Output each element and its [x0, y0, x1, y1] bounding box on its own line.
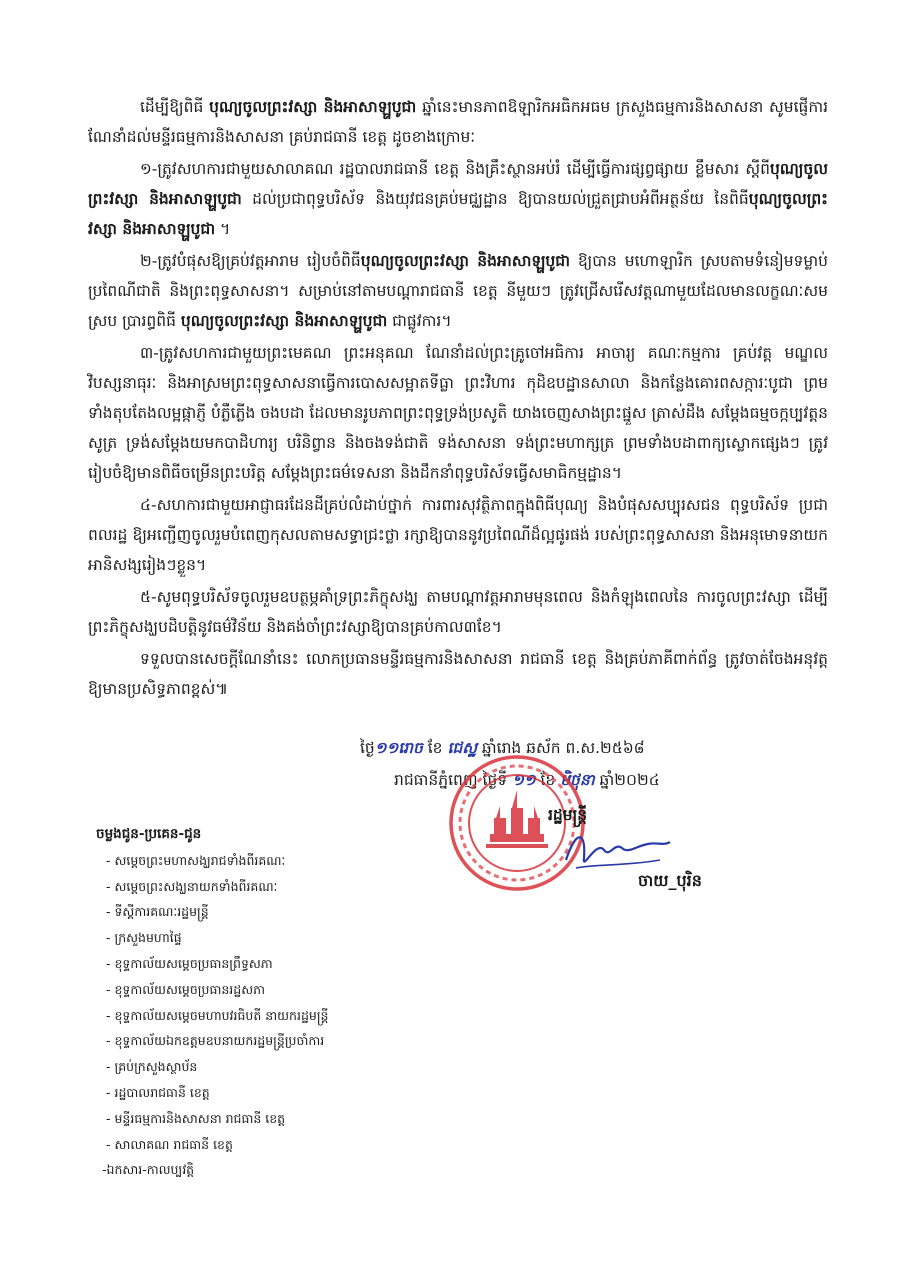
- list-item: - រដ្ឋបាលរាជធានី ខេត្ត: [106, 1084, 210, 1100]
- text: ។: [215, 220, 231, 238]
- signer-title: រដ្ឋមន្ត្រី: [548, 806, 588, 824]
- text: ឱ្យបាន មហោឡារិក ស្របតាមទំនៀមទម្លាប់ ប្រពៃណីជាតិ និងព្រះពុទ្ធសាសនា។ សម្រាប់នៅតាមបណ្តារាជធានី ខេត្ត នីមួយៗ ត្រូវជ្រើសរើសវត្តណាមួយដែលមានលក្ខណៈសមស្រប ប្រារព្ធពិធី: [88, 252, 828, 330]
- copy-to-title: ចម្លងជូន-ប្រគេន-ជូន: [96, 826, 202, 842]
- text: ខែ: [422, 739, 448, 757]
- signer-name: ចាយ_បុរិន: [638, 871, 702, 890]
- list-item: - ទីស្តីការគណៈរដ្ឋមន្ត្រី: [106, 904, 209, 920]
- paragraph-5: ៥-សូមពុទ្ធបរិស័ទចូលរួមឧបត្ថម្ភគាំទ្រព្រះភិក្ខុសង្ឃ តាមបណ្តាវត្តអារាមមុនពេល និងកំឡុងពេលនៃ ការចូលព្រះវស្សា ដើម្បីព្រះភិក្ខុសង្ឃបដិបត្តិនូវធម៌វិន័យ និងគង់ចាំព្រះវស្សាឱ្យបានគ្រប់កាល៣ខែ។: [88, 588, 828, 636]
- text: ២-ត្រូវបំផុសឱ្យគ្រប់វត្តអារាម រៀបចំពិធី: [140, 252, 361, 270]
- list-item-archive: -ឯកសារ-កាលប្បវត្តិ: [102, 1162, 195, 1178]
- paragraph-3: ៣-ត្រូវសហការជាមួយព្រះមេគណ ព្រះអនុគណ ណែនាំដល់ព្រះគ្រូចៅអធិការ អាចារ្យ គណៈកម្មការ គ្រប់វត្ត មណ្ឌលវិបស្សនាធុរៈ និងអាស្រមព្រះពុទ្ធសាសនាធ្វើការបោសសម្អាតទីធ្លា ព្រះវិហារ កុដិឧបដ្ឋានសាលា និងកន្លែងគោរពសក្ការៈបូជា ព្រមទាំងតុបតែងលម្អផ្កាភ្ញី បំភ្លឺភ្លើង ចងបដា ដែលមានរូបភាពព្រះពុទ្ធទ្រង់ប្រសូតិ យាងចេញសាងព្រះផ្នួស ត្រាស់ដឹង សម្តែងធម្មចក្កប្បវត្តនសូត្រ ទ្រង់សម្តែងយមកបាដិហារ្យ បរិនិព្វាន និងចងទង់ជាតិ ទង់សាសនា ទង់ព្រះមហាក្សត្រ ព្រមទាំងបដាពាក្យស្លោកផ្សេងៗ ត្រូវរៀបចំឱ្យមានពិធីចម្រើនព្រះបរិត្ត សម្តែងព្រះធម៌ទេសនា និងដឹកនាំពុទ្ធបរិស័ទធ្វើសមាធិកម្មដ្ឋាន។: [88, 344, 828, 482]
- copy-to-list: [96, 822, 396, 1183]
- list-item: - គ្រប់ក្រសួងស្ថាប័ន: [106, 1059, 198, 1075]
- text: ខែ: [535, 771, 561, 789]
- list-item: - សាលាគណ រាជធានី ខេត្ត: [106, 1136, 233, 1152]
- event-name: បុណ្យចូលព្រះវស្សា និងអាសាឡ្ហបូជា: [88, 190, 828, 238]
- handwritten-day: ១១: [512, 771, 536, 789]
- list-item: - ខុទ្ទកាល័យឯកឧត្តមឧបនាយករដ្ឋមន្ត្រីប្រចាំការ: [106, 1033, 325, 1049]
- list-item: - ខុទ្ទកាល័យសម្តេចប្រធានរដ្ឋសភា: [106, 981, 265, 997]
- list-item: - ក្រសួងមហាផ្ទៃ: [106, 930, 182, 946]
- list-item: - សម្តេចព្រះមហាសង្ឃរាជទាំងពីរគណៈ: [106, 852, 286, 868]
- handwritten-month: មិថុនា: [560, 771, 595, 789]
- event-name: បុណ្យចូលព្រះវស្សា និងអាសាឡ្ហបូជា: [360, 252, 570, 270]
- paragraph-closing: ទទួលបានសេចក្តីណែនាំនេះ លោកប្រធានមន្ទីរធម្មការនិងសាសនា រាជធានី ខេត្ត និងគ្រប់ភាគីពាក់ព័ន្ធ ត្រូវចាត់ចែងអនុវត្តឱ្យមានប្រសិទ្ធភាពខ្ពស់៕: [88, 650, 828, 698]
- date-block: [360, 732, 830, 796]
- text: ឆ្នាំនេះមានភាពឱឡារិកអធិកអធម ក្រសួងធម្មការនិងសាសនា សូមផ្ញើការណែនាំដល់មន្ទីរធម្មការនិងសាសនា គ្រប់រាជធានី ខេត្ត ដូចខាងក្រោមៈ: [88, 98, 829, 146]
- paragraph-4: ៤-សហការជាមួយអាជ្ញាធរដែនដីគ្រប់លំដាប់ថ្នាក់ ការពារសុវត្ថិភាពក្នុងពិធីបុណ្យ និងបំផុសសប្បុរសជន ពុទ្ធបរិស័ទ ប្រជាពលរដ្ឋ ឱ្យអញ្ជើញចូលរួមបំពេញកុសលតាមសទ្ធាជ្រះថ្លា រក្សាឱ្យបាននូវប្រពៃណីដ៏ល្អផូរផង់ របស់ព្រះពុទ្ធសាសនា និងអនុមោទនាយកអានិសង្សរៀងៗខ្លួន។: [88, 496, 828, 574]
- text: ១-ត្រូវសហការជាមួយសាលាគណ រដ្ឋបាលរាជធានី ខេត្ត និងគ្រឹះស្ថានអប់រំ ដើម្បីធ្វើការផ្សព្វផ្សាយ ខ្លឹមសារ ស្តីពី: [140, 160, 771, 178]
- text: ថ្ងៃ: [360, 739, 375, 757]
- lunar-date: [360, 732, 830, 764]
- handwritten-day: ១១រោច: [374, 739, 423, 757]
- paragraph-intro: [88, 92, 828, 152]
- list-item: - ខុទ្ទកាល័យសម្តេចមហាបវរធិបតី នាយករដ្ឋមន្ត្រី: [106, 1007, 329, 1023]
- text: ឆ្នាំ២០២៤: [594, 771, 660, 789]
- list-item: - ខុទ្ទកាល័យសម្តេចប្រធានព្រឹទ្ធសភា: [106, 955, 273, 971]
- text: រាជធានីភ្នំពេញ ថ្ងៃទី: [394, 771, 513, 789]
- event-name: បុណ្យចូលព្រះវស្សា និងអាសាឡ្ហបូជា: [209, 98, 417, 116]
- text: ដល់ប្រជាពុទ្ធបរិស័ទ និងយុវជនគ្រប់មជ្ឈដ្ឋាន ឱ្យបានយល់ជ្រួតជ្រាបអំពីអត្ថន័យ នៃពិធី: [241, 190, 749, 208]
- paragraph-2: [88, 246, 828, 336]
- handwritten-month: ជេស្ឋ: [447, 739, 477, 757]
- text: ជាផ្លូវការ។: [387, 312, 452, 330]
- solar-date: [360, 764, 830, 796]
- event-name: បុណ្យចូលព្រះវស្សា និងអាសាឡ្ហបូជា: [88, 160, 828, 208]
- letter-body: [88, 92, 828, 706]
- text: ឆ្នាំរោង ឆស័ក ព.ស.២៥៦៨: [476, 739, 645, 757]
- event-name: បុណ្យចូលព្រះវស្សា និងអាសាឡ្ហបូជា: [180, 312, 388, 330]
- paragraph-1: [88, 154, 828, 244]
- list-item: - មន្ទីរធម្មការនិងសាសនា រាជធានី ខេត្ត: [106, 1110, 286, 1126]
- list-item: - សម្តេចព្រះសង្ឃនាយកទាំងពីរគណៈ: [106, 878, 278, 894]
- text: ដើម្បីឱ្យពិធី: [140, 98, 210, 116]
